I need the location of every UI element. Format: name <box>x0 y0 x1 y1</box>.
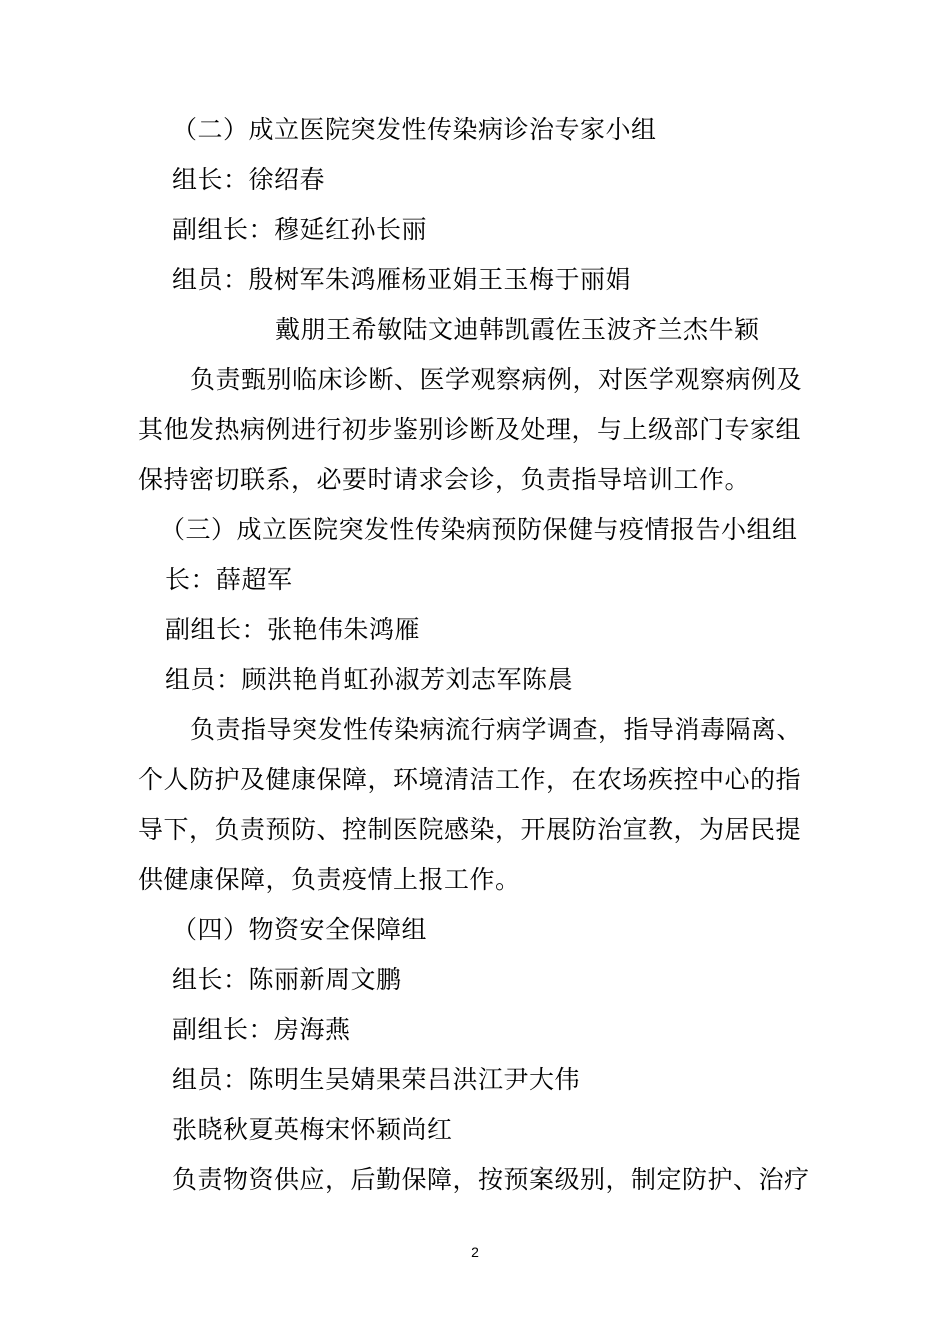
duty-paragraph-line: 其他发热病例进行初步鉴别诊断及处理，与上级部门专家组 <box>138 415 802 444</box>
members-continuation-line: 戴朋王希敏陆文迪韩凯霞佐玉波齐兰杰牛颖 <box>275 315 760 344</box>
members-line: 组员：陈明生吴婧果荣吕洪江尹大伟 <box>172 1065 581 1094</box>
duty-paragraph-line: 保持密切联系，必要时请求会诊，负责指导培训工作。 <box>138 465 751 494</box>
duty-paragraph-line: 负责指导突发性传染病流行病学调查，指导消毒隔离、 <box>190 715 803 744</box>
duty-paragraph-line: 负责甄别临床诊断、医学观察病例，对医学观察病例及 <box>190 365 803 394</box>
duty-paragraph-line: 导下，负责预防、控制医院感染，开展防治宣教，为居民提 <box>138 815 802 844</box>
section-heading-expert-group: （二）成立医院突发性传染病诊治专家小组 <box>172 115 657 144</box>
duty-paragraph-line: 个人防护及健康保障，环境清洁工作，在农场疾控中心的指 <box>138 765 802 794</box>
members-continuation-line: 张晓秋夏英梅宋怀颖尚红 <box>172 1115 453 1144</box>
section-heading-supply-group: （四）物资安全保障组 <box>172 915 428 944</box>
section-heading-prevention-group: （三）成立医院突发性传染病预防保健与疫情报告小组组 <box>160 515 798 544</box>
leader-line: 长：薛超军 <box>165 565 293 594</box>
leader-line: 组长：陈丽新周文鹏 <box>172 965 402 994</box>
duty-paragraph-line: 供健康保障，负责疫情上报工作。 <box>138 865 521 894</box>
deputy-leader-line: 副组长：穆延红孙长丽 <box>172 215 428 244</box>
leader-line: 组长：徐绍春 <box>172 165 326 194</box>
members-line: 组员：顾洪艳肖虹孙淑芳刘志军陈晨 <box>165 665 574 694</box>
deputy-leader-line: 副组长：张艳伟朱鸿雁 <box>165 615 421 644</box>
page-number: 2 <box>471 1244 479 1260</box>
duty-paragraph-line: 负责物资供应，后勤保障，按预案级别，制定防护、治疗 <box>172 1165 810 1194</box>
members-line: 组员：殷树军朱鸿雁杨亚娟王玉梅于丽娟 <box>172 265 632 294</box>
deputy-leader-line: 副组长：房海燕 <box>172 1015 351 1044</box>
